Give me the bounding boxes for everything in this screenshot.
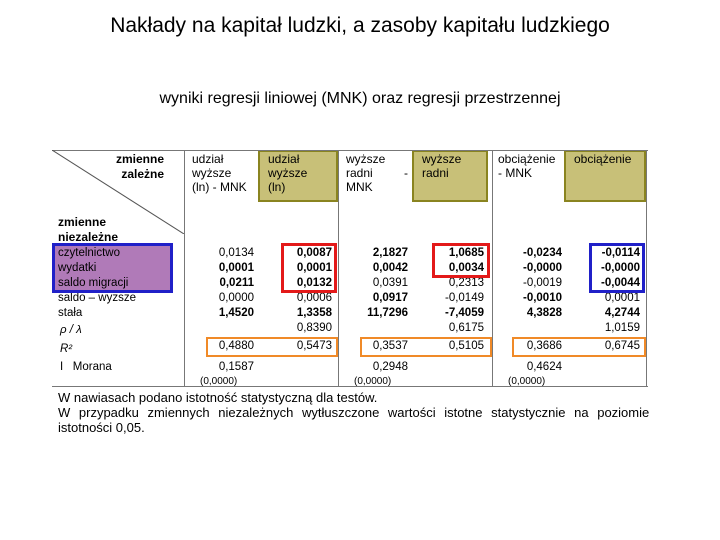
corner-top-line2: zależne	[121, 167, 164, 181]
row-label-czytelnictwo: czytelnictwo	[58, 247, 120, 259]
table-cell: 0,1587	[218, 361, 254, 373]
row-label-stala: stała	[58, 307, 83, 319]
table-cell: -0,0114	[601, 247, 640, 259]
table-cell: 0,3686	[526, 340, 562, 352]
table-cell: -0,0019	[522, 277, 562, 289]
orange-highlight-r2-3	[512, 337, 646, 357]
table-cell: -0,0234	[522, 247, 562, 259]
table-cell: 0,0034	[448, 262, 484, 274]
table-cell: 0,5105	[448, 340, 484, 352]
table-cell: 4,3828	[526, 307, 562, 319]
blue-highlight-col6	[589, 243, 645, 293]
orange-highlight-r2-2	[360, 337, 492, 357]
note-line-1: W nawiasach podano istotność statystyczną dla testów.	[58, 390, 378, 405]
table-cell: 0,8390	[296, 322, 332, 334]
table-cell: 0,0000	[218, 292, 254, 304]
red-highlight-col4	[432, 243, 490, 278]
table-cell: 0,5473	[296, 340, 332, 352]
corner-bottom-line1: zmienne	[58, 215, 107, 229]
table-cell: 0,4624	[526, 361, 562, 373]
table-bottom-rule	[52, 386, 648, 387]
regression-table	[52, 150, 648, 390]
table-cell: 0,0001	[218, 262, 254, 274]
col-header-3-dash: -	[404, 166, 408, 180]
col-header-5: obciążenie - MNK	[498, 152, 556, 180]
corner-top-line1: zmienne	[115, 152, 164, 166]
table-cell: 0,0917	[372, 292, 408, 304]
table-cell: 0,0211	[219, 277, 254, 289]
col-header-6: obciążenie	[574, 152, 632, 166]
slide-title: Nakłady na kapitał ludzki, a zasoby kapitału ludzkiego	[110, 14, 610, 37]
table-cell: 0,6175	[448, 322, 484, 334]
slide-subtitle: wyniki regresji liniowej (MNK) oraz regresji przestrzennej	[159, 90, 561, 107]
table-cell: 0,0001	[604, 292, 640, 304]
table-cell: -0,0000	[600, 262, 640, 274]
row-label-rho-lambda: ρ / λ	[60, 324, 82, 336]
table-cell: -0,0010	[522, 292, 562, 304]
blue-highlight-labels	[52, 243, 173, 293]
table-cell: 0,3537	[372, 340, 408, 352]
orange-highlight-r2-1	[206, 337, 338, 357]
table-cell: 0,0134	[218, 247, 254, 259]
table-cell: 0,0391	[372, 277, 408, 289]
table-cell: 1,0685	[448, 247, 484, 259]
table-cell: 0,2313	[448, 277, 484, 289]
table-cell: 2,1827	[372, 247, 408, 259]
table-cell: 0,0006	[296, 292, 332, 304]
table-cell: -0,0044	[600, 277, 640, 289]
col-header-3: wyższe radni MNK	[346, 152, 386, 194]
table-cell: 0,6745	[604, 340, 640, 352]
table-cell: 4,2744	[604, 307, 640, 319]
col-header-1: udział wyższe (ln) - MNK	[192, 152, 247, 194]
table-cell: 0,0042	[372, 262, 408, 274]
col-header-2: udział wyższe (ln)	[268, 152, 308, 194]
table-cell: 1,4520	[218, 307, 254, 319]
col-header-4: wyższe radni	[422, 152, 462, 180]
table-cell: 0,4880	[218, 340, 254, 352]
red-highlight-col2	[281, 243, 337, 293]
table-cell: 1,3358	[296, 307, 332, 319]
table-cell: -0,0149	[444, 292, 484, 304]
pvalue-2: (0,0000)	[354, 376, 392, 387]
row-label-r2: R²	[60, 343, 73, 355]
pvalue-1: (0,0000)	[200, 376, 238, 387]
table-cell: 0,0001	[296, 262, 332, 274]
row-label-saldo-wyzsze: saldo – wyższe	[58, 292, 136, 304]
row-label-i-morana: I Morana	[60, 361, 112, 373]
table-cell: 0,0132	[296, 277, 332, 289]
table-cell: 0,2948	[372, 361, 408, 373]
note-line-2: W przypadku zmiennych niezależnych wytłuszczone wartości istotne statystycznie na poziomie	[58, 405, 650, 420]
row-label-saldo-migracji: saldo migracji	[58, 277, 129, 289]
table-cell: -0,0000	[522, 262, 562, 274]
pvalue-3: (0,0000)	[508, 376, 546, 387]
corner-bottom-line2: niezależne	[58, 230, 119, 244]
table-cell: -7,4059	[444, 307, 484, 319]
table-cell: 11,7296	[367, 307, 408, 319]
column-divider	[646, 150, 647, 386]
row-label-wydatki: wydatki	[58, 262, 97, 274]
note-line-3: istotności 0,05.	[58, 420, 145, 435]
table-cell: 0,0087	[296, 247, 332, 259]
table-cell: 1,0159	[604, 322, 640, 334]
